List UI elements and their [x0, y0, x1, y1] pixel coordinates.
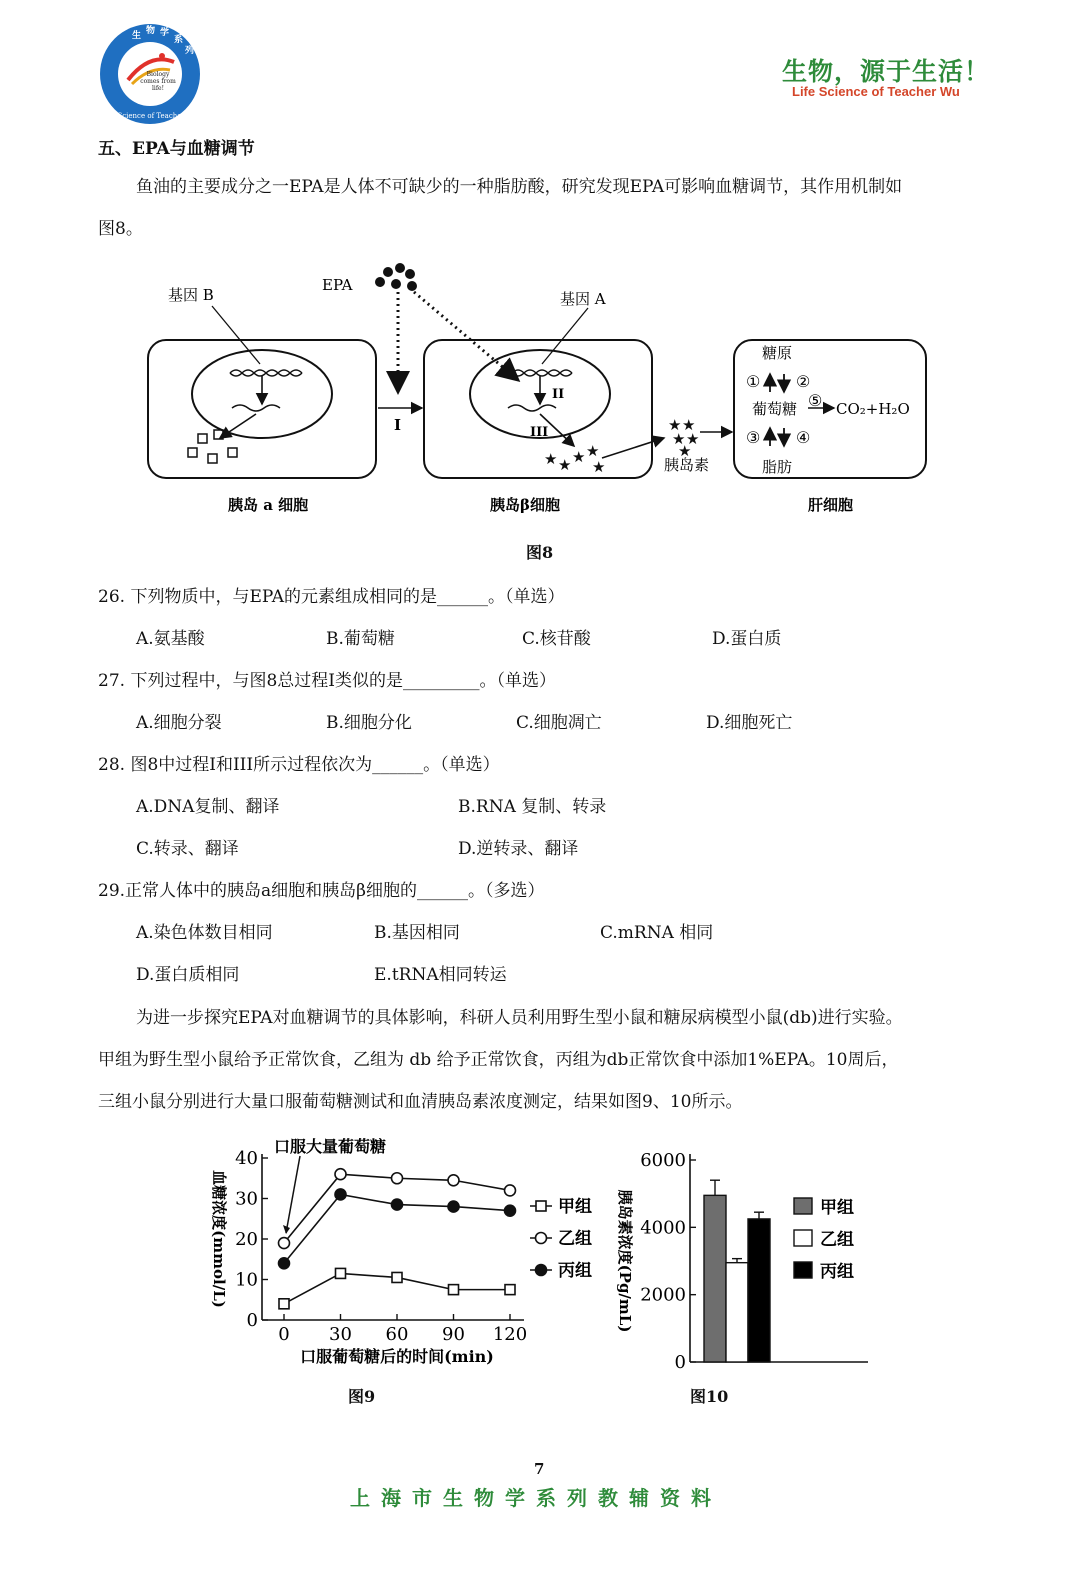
question-29: 29.正常人体中的胰岛a细胞和胰岛β细胞的______。（多选）: [98, 881, 545, 901]
intro-line-2: 图8。: [98, 219, 143, 239]
data-point: [505, 1205, 516, 1216]
legend-label: 丙组: [558, 1261, 592, 1281]
data-point: [505, 1285, 515, 1295]
data-point: [448, 1175, 459, 1186]
label-insulin: 胰岛素: [664, 456, 710, 474]
q26-option-b: B.葡萄糖: [326, 629, 395, 649]
q28-option-d: D.逆转录、翻译: [458, 839, 579, 859]
svg-text:★: ★: [686, 430, 700, 448]
data-point: [449, 1285, 459, 1295]
slogan: 生物，源于生活！: [782, 57, 991, 86]
q27-option-c: C.细胞凋亡: [516, 713, 602, 733]
x-tick-label: 120: [492, 1324, 528, 1345]
bar-1: [726, 1263, 748, 1362]
label-glycogen: 糖原: [762, 344, 793, 362]
label-n1: ①: [746, 372, 761, 391]
svg-text:系: 系: [174, 35, 184, 45]
x-tick-label: 0: [278, 1324, 290, 1345]
logo: [98, 22, 202, 126]
section-title: 五、EPA与血糖调节: [98, 139, 255, 159]
caption-cell-b: 胰岛β细胞: [490, 496, 560, 514]
data-point: [279, 1238, 290, 1249]
y-tick-label: 0: [246, 1310, 258, 1331]
data-point: [448, 1201, 459, 1212]
y-tick-label: 10: [235, 1269, 258, 1291]
q26-option-a: A.氨基酸: [136, 629, 205, 649]
data-point: [336, 1268, 346, 1278]
annotation-arrow: [286, 1156, 300, 1233]
q29-option-a: A.染色体数目相同: [136, 923, 273, 943]
legend-swatch: [794, 1198, 812, 1214]
label-epa: EPA: [322, 276, 353, 294]
q29-option-e: E.tRNA相同转运: [374, 965, 507, 985]
figure-10-bar-chart: [604, 1140, 884, 1380]
legend-marker: [536, 1265, 547, 1276]
y-tick-label: 2000: [640, 1284, 686, 1306]
svg-text:★: ★: [586, 442, 600, 460]
x-tick-label: 30: [329, 1324, 352, 1345]
svg-text:★: ★: [572, 448, 586, 466]
label-process-3: III: [530, 425, 549, 440]
question-27: 27. 下列过程中，与图8总过程I类似的是_________。（单选）: [98, 671, 556, 691]
question-28: 28. 图8中过程I和III所示过程依次为______。（单选）: [98, 755, 500, 775]
svg-text:★: ★: [672, 430, 686, 448]
figure-8-caption: 图8: [526, 543, 554, 562]
experiment-line-3: 三组小鼠分别进行大量口服葡萄糖测试和血清胰岛素浓度测定，结果如图9、10所示。: [98, 1092, 743, 1112]
legend-swatch: [794, 1262, 812, 1278]
footer-series-name: 上海市生物学系列教辅资料: [350, 1486, 722, 1510]
svg-text:生: 生: [132, 31, 142, 41]
legend-label: 乙组: [820, 1230, 854, 1250]
svg-text:★: ★: [668, 416, 682, 434]
figure-10-caption: 图10: [690, 1387, 729, 1406]
y-axis-label: 胰岛素浓度(Pg/mL): [616, 1189, 634, 1333]
svg-text:物: 物: [146, 26, 156, 36]
y-axis-label: 血糖浓度(mmol/L): [210, 1170, 228, 1308]
y-tick-label: 6000: [640, 1150, 686, 1171]
x-axis-label: 口服葡萄糖后的时间(min): [300, 1347, 494, 1366]
q27-option-b: B.细胞分化: [326, 713, 412, 733]
label-n4: ④: [796, 428, 811, 447]
legend-label: 甲组: [820, 1198, 854, 1218]
page-number: 7: [534, 1460, 545, 1478]
data-point: [392, 1173, 403, 1184]
q29-option-b: B.基因相同: [374, 923, 460, 943]
svg-text:Life Science of Teacher Wu: Life Science of Teacher Wu: [101, 112, 199, 120]
question-26: 26. 下列物质中，与EPA的元素组成相同的是______。（单选）: [98, 587, 565, 607]
y-tick-label: 4000: [640, 1217, 686, 1239]
data-point: [279, 1258, 290, 1269]
data-point: [505, 1185, 516, 1196]
label-fat: 脂肪: [762, 458, 793, 476]
svg-text:comes from: comes from: [140, 78, 176, 85]
y-tick-label: 20: [235, 1229, 258, 1250]
intro-line-1: 鱼油的主要成分之一EPA是人体不可缺少的一种脂肪酸，研究发现EPA可影响血糖调节，其作用机制如: [136, 177, 903, 197]
caption-cell-a: 胰岛 a 细胞: [228, 496, 309, 514]
figure-8-diagram: [140, 258, 940, 528]
annotation-text: 口服大量葡萄糖: [274, 1137, 387, 1156]
label-gene-a: 基因 A: [560, 290, 606, 308]
bar-0: [704, 1195, 726, 1362]
y-tick-label: 40: [235, 1148, 258, 1169]
figure-9-line-chart: [196, 1130, 616, 1370]
q27-option-a: A.细胞分裂: [136, 713, 222, 733]
svg-text:★: ★: [558, 456, 572, 474]
bar-2: [748, 1219, 770, 1362]
q26-option-d: D.蛋白质: [712, 629, 782, 649]
experiment-line-2: 甲组为野生型小鼠给予正常饮食，乙组为 db 给予正常饮食，丙组为db正常饮食中添加1%EPA。10周后，: [98, 1050, 899, 1070]
svg-text:★: ★: [678, 442, 692, 460]
svg-text:★: ★: [682, 416, 696, 434]
data-point: [392, 1199, 403, 1210]
label-n2: ②: [796, 372, 811, 391]
data-point: [335, 1189, 346, 1200]
figure-9-caption: 图9: [348, 1387, 376, 1406]
slogan-english: Life Science of Teacher Wu: [792, 84, 960, 99]
data-point: [392, 1272, 402, 1282]
svg-text:★: ★: [592, 458, 606, 476]
label-co2h2o: CO₂+H₂O: [836, 400, 910, 418]
svg-text:列: 列: [185, 46, 195, 56]
x-tick-label: 60: [385, 1324, 409, 1345]
y-tick-label: 30: [235, 1188, 258, 1210]
svg-text:Biology: Biology: [146, 71, 170, 78]
legend-label: 甲组: [558, 1197, 592, 1217]
svg-text:★: ★: [544, 450, 558, 468]
label-gene-b: 基因 B: [168, 286, 214, 304]
data-point: [335, 1169, 346, 1180]
legend-marker: [536, 1233, 547, 1244]
legend-swatch: [794, 1230, 812, 1246]
legend-label: 乙组: [558, 1229, 592, 1249]
label-n5: ⑤: [808, 391, 823, 410]
experiment-line-1: 为进一步探究EPA对血糖调节的具体影响，科研人员利用野生型小鼠和糖尿病模型小鼠(db)进行实验。: [136, 1008, 903, 1028]
label-glucose: 葡萄糖: [752, 400, 798, 418]
label-process-1: I: [394, 416, 402, 434]
y-tick-label: 0: [674, 1352, 686, 1373]
q28-option-a: A.DNA复制、翻译: [136, 797, 280, 817]
label-n3: ③: [746, 428, 761, 447]
q28-option-b: B.RNA 复制、转录: [458, 797, 607, 817]
q27-option-d: D.细胞死亡: [706, 713, 793, 733]
q29-option-c: C.mRNA 相同: [600, 923, 714, 943]
svg-text:life!: life!: [151, 85, 165, 92]
q28-option-c: C.转录、翻译: [136, 839, 239, 859]
x-tick-label: 90: [442, 1324, 465, 1345]
data-point: [279, 1299, 289, 1309]
svg-text:学: 学: [160, 28, 170, 38]
label-process-2: II: [552, 387, 565, 402]
caption-liver-cell: 肝细胞: [808, 496, 854, 514]
q29-option-d: D.蛋白质相同: [136, 965, 240, 985]
legend-label: 丙组: [820, 1262, 854, 1282]
q26-option-c: C.核苷酸: [522, 629, 591, 649]
legend-marker: [536, 1201, 546, 1211]
